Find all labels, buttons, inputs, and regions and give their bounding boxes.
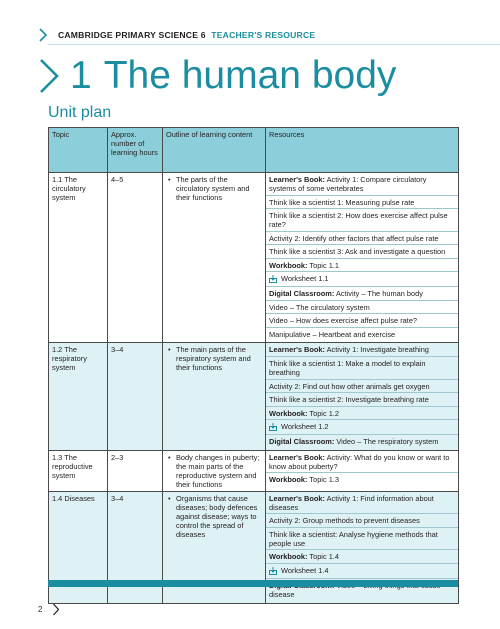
hours-cell: 4–5: [108, 173, 163, 343]
resource-text: Activity 1: Find information about diseases: [269, 493, 434, 512]
series-title: CAMBRIDGE PRIMARY SCIENCE 6: [58, 30, 206, 40]
outline-cell: [163, 173, 266, 343]
resource-item: [266, 261, 458, 273]
chapter-heading: [38, 56, 396, 95]
topic-cell: 1.4 Diseases: [49, 491, 108, 603]
resource-type-label: Learner's Book:: [269, 452, 325, 462]
table-row: [49, 173, 459, 343]
hours-cell: 3–4: [108, 491, 163, 603]
chevron-right-icon: [38, 58, 60, 94]
outline-cell: [163, 450, 266, 491]
resource-item: [266, 437, 458, 448]
page-footer: [38, 603, 60, 616]
resource-title: TEACHER'S RESOURCE: [211, 30, 316, 40]
bullet-icon: •: [168, 493, 171, 503]
resource-item: [266, 475, 458, 486]
column-header-outline: Outline of learning content: [163, 128, 266, 173]
resources-cell: [266, 343, 459, 450]
chapter-number: 1: [70, 54, 92, 97]
worksheet-label: Worksheet 1.1: [281, 274, 329, 284]
resource-text: Activity – The human body: [334, 289, 423, 299]
column-header-topic: Topic: [49, 128, 108, 173]
outline-text: The main parts of the respiratory system and their functions: [176, 345, 251, 373]
resource-text: Topic 1.1: [307, 260, 339, 270]
resource-item: [266, 422, 458, 435]
resource-item: [266, 274, 458, 287]
unit-plan-table: [48, 127, 459, 604]
resource-item: [266, 359, 458, 380]
page-number: 2: [38, 605, 43, 614]
resource-text: Topic 1.3: [307, 475, 339, 485]
resource-text: Activity 2: Identify other factors that affect pulse rate: [269, 233, 439, 243]
chapter-title: The human body: [103, 54, 397, 97]
resource-text: Think like a scientist: Analyse hygiene methods that people use: [269, 529, 438, 548]
resource-item: [266, 382, 458, 394]
resource-item: [266, 552, 458, 564]
resources-cell: [266, 450, 459, 491]
resource-type-label: Learner's Book:: [269, 493, 325, 503]
outline-text: Organisms that cause diseases; body defences against disease; ways to control the spread of diseases: [176, 493, 258, 539]
section-title: Unit plan: [48, 104, 112, 121]
resource-item: [266, 330, 458, 341]
outline-text: The parts of the circulatory system and their functions: [176, 175, 250, 203]
resource-type-label: Digital Classroom:: [269, 289, 335, 299]
outline-text: Body changes in puberty; the main parts of the reproductive system and their functions: [176, 452, 260, 489]
table-row: [49, 343, 459, 450]
resource-text: Video – The circulatory system: [269, 302, 370, 312]
header-divider: [48, 44, 500, 45]
resource-text: Manipulative – Heartbeat and exercise: [269, 329, 396, 339]
download-icon: [269, 275, 277, 283]
resource-item: [266, 409, 458, 421]
resource-type-label: Learner's Book:: [269, 345, 325, 355]
bullet-icon: •: [168, 345, 171, 355]
resource-item: [266, 516, 458, 528]
topic-cell: 1.2 The respiratory system: [49, 343, 108, 450]
resource-item: [266, 453, 458, 474]
resource-item: [266, 345, 458, 357]
resource-text: disease: [269, 590, 295, 600]
column-header-resources: Resources: [266, 128, 459, 173]
resource-text: Activity 2: Group methods to prevent diseases: [269, 516, 420, 526]
resource-text: Think like a scientist 2: How does exercise affect pulse rate?: [269, 211, 448, 230]
resource-item: [266, 494, 458, 515]
hours-cell: 3–4: [108, 343, 163, 450]
resource-item: [266, 211, 458, 232]
resource-item: [266, 198, 458, 210]
resource-text: Video – The respiratory system: [334, 437, 439, 447]
resource-item: [266, 247, 458, 259]
resources-cell: [266, 173, 459, 343]
chevron-right-icon: [38, 28, 48, 42]
resource-item: [266, 234, 458, 246]
resource-type-label: Learner's Book:: [269, 175, 325, 184]
resource-text: Think like a scientist 3: Ask and investigate a question: [269, 247, 446, 257]
resource-text: Think like a scientist 1: Make a model to explain breathing: [269, 358, 426, 377]
worksheet-label: Worksheet 1.4: [281, 566, 329, 575]
resource-text: Activity 2: Find out how other animals get oxygen: [269, 381, 430, 391]
resource-text: Think like a scientist 1: Measuring pulse rate: [269, 197, 415, 207]
topic-cell: 1.1 The circulatory system: [49, 173, 108, 343]
hours-cell: 2–3: [108, 450, 163, 491]
resource-item: [266, 175, 458, 196]
resource-type-label: Workbook:: [269, 552, 308, 562]
resource-text: Video – How does exercise affect pulse rate?: [269, 316, 418, 326]
resource-text: Activity 1: Investigate breathing: [324, 345, 429, 355]
bullet-icon: •: [168, 175, 171, 184]
resource-item: [266, 289, 458, 301]
table-row: [49, 450, 459, 491]
resource-type-label: Workbook:: [269, 475, 308, 485]
table-header-row: [49, 128, 459, 173]
topic-cell: 1.3 The reproductive system: [49, 450, 108, 491]
resource-type-label: Workbook:: [269, 260, 308, 270]
resource-item: [266, 303, 458, 315]
download-icon: [269, 423, 277, 431]
resource-type-label: Digital Classroom:: [269, 437, 335, 447]
resource-type-label: Workbook:: [269, 408, 308, 418]
resource-text: Topic 1.2: [307, 408, 339, 418]
outline-cell: [163, 343, 266, 450]
resource-text: Think like a scientist 2: Investigate breathing rate: [269, 395, 429, 405]
resource-item: [266, 530, 458, 551]
column-header-hours: Approx. number of learning hours: [108, 128, 163, 173]
bottom-accent-bar: [48, 580, 458, 587]
download-icon: [269, 567, 277, 575]
resource-text: Activity: What do you know or want to know about puberty?: [269, 452, 450, 471]
running-header: [38, 28, 315, 42]
resource-text: Activity 1: Compare circulatory systems of some vertebrates: [269, 175, 427, 194]
worksheet-label: Worksheet 1.2: [281, 422, 329, 432]
chevron-right-icon: [52, 603, 60, 616]
bullet-icon: •: [168, 452, 171, 462]
resource-text: Topic 1.4: [307, 552, 339, 562]
resource-item: [266, 316, 458, 328]
resource-item: [266, 395, 458, 407]
resource-item: [266, 566, 458, 579]
